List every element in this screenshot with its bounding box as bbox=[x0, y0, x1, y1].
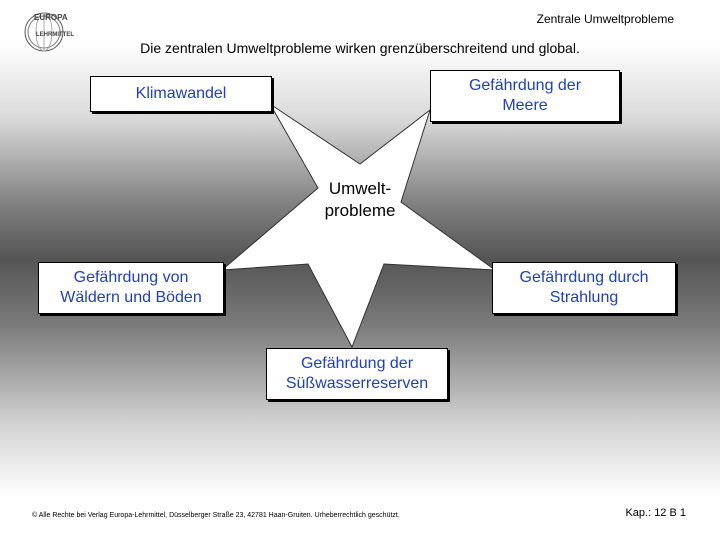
logo-text-top: EUROPA bbox=[34, 13, 68, 22]
center-label bbox=[290, 178, 430, 222]
footer-copyright: © Alle Rechte bei Verlag Europa-Lehrmittel, Düsselberger Straße 23, 42781 Haan-Gruiten. Urheberrechtlich geschützt. bbox=[32, 512, 400, 519]
box-strahlung-line1: Gefährdung durch bbox=[519, 269, 649, 286]
box-waelder[interactable] bbox=[38, 262, 224, 314]
box-meere-line1: Gefährdung der bbox=[468, 77, 582, 94]
box-suesswasser-line2: Süßwasserreserven bbox=[285, 375, 429, 392]
box-meere[interactable] bbox=[430, 70, 620, 122]
box-strahlung-line2: Strahlung bbox=[549, 289, 619, 306]
box-klimawandel[interactable] bbox=[90, 76, 272, 112]
center-label-line1: Umwelt- bbox=[328, 179, 392, 198]
box-suesswasser-line1: Gefährdung der bbox=[300, 355, 414, 372]
box-meere-line2: Meere bbox=[502, 97, 548, 114]
footer-page-number: Kap.: 12 B 1 bbox=[625, 507, 686, 519]
star-polygon bbox=[222, 104, 495, 347]
box-suesswasser[interactable] bbox=[266, 348, 448, 400]
center-label-line2: probleme bbox=[324, 201, 396, 220]
slide-subtitle: Die zentralen Umweltprobleme wirken grenzüberschreitend und global. bbox=[140, 40, 580, 56]
box-waelder-line2: Wäldern und Böden bbox=[60, 289, 202, 306]
box-strahlung[interactable] bbox=[492, 262, 676, 314]
box-klimawandel-label: Klimawandel bbox=[135, 85, 227, 102]
box-waelder-line1: Gefährdung von bbox=[73, 269, 189, 286]
slide-header-title: Zentrale Umweltprobleme bbox=[536, 12, 674, 26]
logo-text-bottom: LEHRMITTEL bbox=[36, 32, 74, 38]
